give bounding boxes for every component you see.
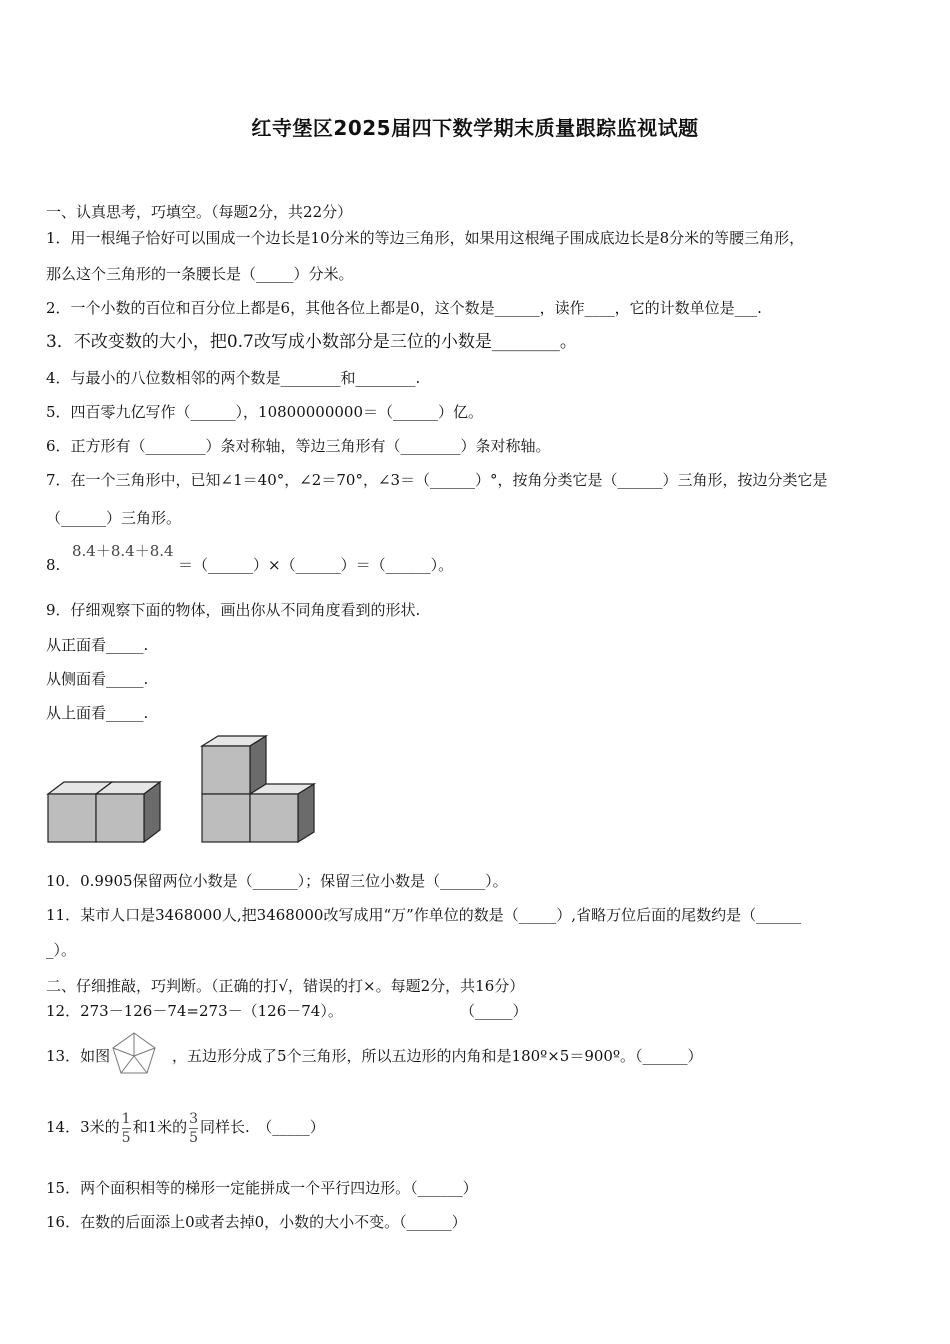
question-7-line-1: 7．在一个三角形中，已知∠1＝40°，∠2＝70°，∠3＝（______）°，按角分类它是（______）三角形，按边分类它是 <box>46 471 828 489</box>
two-cube-figure <box>44 780 166 846</box>
question-11-line-2: _）。 <box>46 941 77 959</box>
question-4: 4．与最小的八位数相邻的两个数是________和________. <box>46 369 421 387</box>
question-14-part-a: 14．3米的 <box>46 1118 120 1136</box>
question-14 <box>46 1102 325 1152</box>
question-8-answer: ＝（______）×（______）＝（______）。 <box>178 556 454 574</box>
question-13-text: ，五边形分成了5个三角形，所以五边形的内角和是180º×5＝900º。（______） <box>172 1047 703 1065</box>
question-15: 15．两个面积相等的梯形一定能拼成一个平行四边形。（______） <box>46 1179 478 1197</box>
question-9-top-view: 从上面看_____. <box>46 704 149 722</box>
question-8-number: 8. <box>46 556 61 574</box>
fraction-one-fifth <box>122 1111 131 1146</box>
question-14-part-c: 同样长. （_____） <box>200 1118 325 1136</box>
fraction-1-numerator: 1 <box>121 1110 131 1127</box>
question-9-front-view: 从正面看_____. <box>46 636 149 654</box>
l-shape-cube-figure <box>198 734 320 846</box>
fraction-three-fifths <box>189 1111 198 1146</box>
question-10: 10．0.9905保留两位小数是（______）；保留三位小数是（______）。 <box>46 872 508 890</box>
page-title: 红寺堡区2025届四下数学期末质量跟踪监视试题 <box>251 116 699 140</box>
fraction-2-denominator: 5 <box>189 1129 199 1146</box>
fraction-2-numerator: 3 <box>189 1110 199 1127</box>
question-16: 16．在数的后面添上0或者去掉0，小数的大小不变。（______） <box>46 1213 467 1231</box>
question-14-part-b: 和1米的 <box>132 1118 188 1136</box>
question-8-expression: 8.4＋8.4＋8.4 <box>72 542 174 560</box>
fraction-1-denominator: 5 <box>121 1129 131 1146</box>
question-9: 9．仔细观察下面的物体，画出你从不同角度看到的形状. <box>46 601 421 619</box>
question-6: 6．正方形有（________）条对称轴，等边三角形有（________）条对称轴。 <box>46 437 551 455</box>
question-7-line-2: （______）三角形。 <box>46 509 182 527</box>
question-13-prefix: 13．如图 <box>46 1047 111 1065</box>
question-1-line-1: 1．用一根绳子恰好可以围成一个边长是10分米的等边三角形，如果用这根绳子围成底边长是8分米的等腰三角形， <box>46 229 805 247</box>
question-1-line-2: 那么这个三角形的一条腰长是（_____）分米。 <box>46 265 354 283</box>
pentagon-icon <box>110 1030 158 1076</box>
section-2-heading: 二、仔细推敲，巧判断。（正确的打√，错误的打×。每题2分，共16分） <box>46 977 525 995</box>
question-11-line-1: 11．某市人口是3468000人,把3468000改写成用“万”作单位的数是（_____）,省略万位后面的尾数约是（______ <box>46 906 802 924</box>
question-12-blank: （_____） <box>460 1002 528 1020</box>
question-9-side-view: 从侧面看_____. <box>46 670 149 688</box>
question-5: 5．四百零九亿写作（______），10800000000＝（______）亿。 <box>46 403 484 421</box>
question-12: 12．273－126－74=273－（126－74）。 <box>46 1002 343 1020</box>
section-1-heading: 一、认真思考，巧填空。（每题2分，共22分） <box>46 203 353 221</box>
question-2: 2．一个小数的百位和百分位上都是6，其他各位上都是0，这个数是______，读作____，它的计数单位是___. <box>46 299 762 317</box>
question-3: 3．不改变数的大小，把0.7改写成小数部分是三位的小数是________。 <box>46 332 577 352</box>
